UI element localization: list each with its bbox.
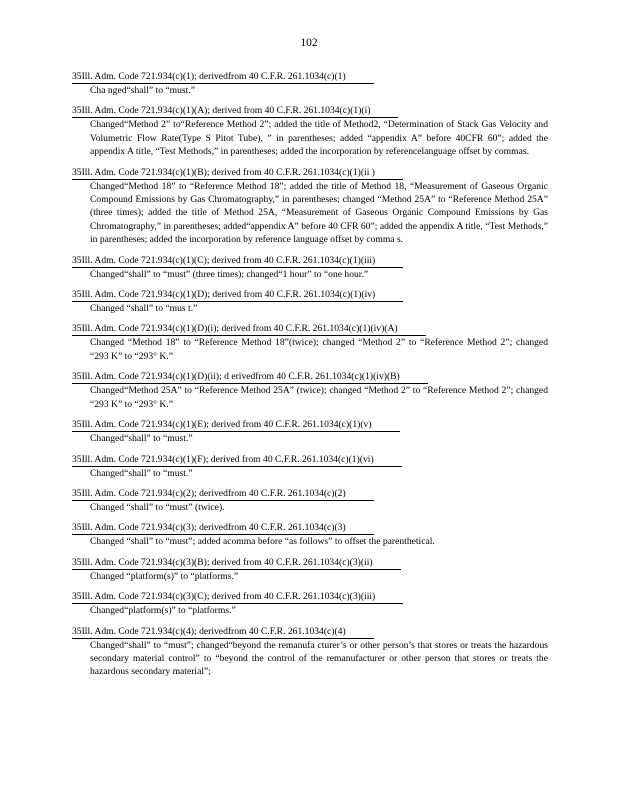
amendment-entry <box>72 556 548 583</box>
amendment-entry <box>72 521 548 548</box>
change-note: Changed “platform(s)” to “platforms.” <box>90 570 239 582</box>
change-note: Changed “shall” to “must” (twice). <box>90 501 225 513</box>
amendment-entry <box>72 254 548 281</box>
amendment-entry <box>72 453 548 480</box>
page-number: 102 <box>300 37 318 49</box>
citation-line: 35Ill. Adm. Code 721.934(c)(1)(F); derived from 40 C.F.R. 261.1034(c)(1)(vi) <box>72 454 402 467</box>
change-note: Changed“Method 2” to“Reference Method 2”; added the title of Method2, “Determination of Stack Gas Velocity and Volumetric Flow Rate(Type S Pitot Tube), ” in parentheses; added “appendix A” before 40CFR 60”; added the appendix A title, “Test Methods,” in parentheses; added the incorporation by referencelanguage offset by commas. <box>90 119 551 158</box>
change-note: Changed“shall” to “must” (three times); changed“1 hour” to “one hour.” <box>90 268 369 280</box>
change-note: Changed“shall” to “must.” <box>90 433 193 445</box>
citation-line: 35Ill. Adm. Code 721.934(c)(1); derivedfrom 40 C.F.R. 261.1034(c)(1) <box>72 71 374 84</box>
citation-line: 35Ill. Adm. Code 721.934(c)(1)(C); derived from 40 C.F.R. 261.1034(c)(1)(iii) <box>72 255 403 268</box>
change-note: Changed “shall” to “must”; added acomma before “as follows” to offset the parenthetical. <box>90 536 435 548</box>
amendment-entry <box>72 166 551 247</box>
change-note: Changed“platform(s)” to “platforms.” <box>90 605 236 617</box>
change-note: Cha nged“shall” to “must.” <box>90 85 195 96</box>
amendment-entry <box>72 418 548 445</box>
citation-line: 35Ill. Adm. Code 721.934(c)(3); derivedfrom 40 C.F.R. 261.1034(c)(3) <box>72 522 374 535</box>
amendment-notes <box>72 70 551 686</box>
citation-line: 35Ill. Adm. Code 721.934(c)(1)(E); derived from 40 C.F.R. 261.1034(c)(1)(v) <box>72 419 400 432</box>
citation-line: 35Ill. Adm. Code 721.934(c)(1)(A); derived from 40 C.F.R. 261.1034(c)(1)(i) <box>72 105 398 118</box>
citation-line: 35Ill. Adm. Code 721.934(c)(1)(B); derived from 40 C.F.R. 261.1034(c)(1)(ii ) <box>72 167 403 180</box>
change-note: Changed“shall” to “must”; changed“beyond the remanufa cturer’s or other person’s that stores or treats the hazardous secondary material control” to “beyond the control of the remanufacturer or other person that stores or treats the hazardous secondary material”; <box>90 639 551 678</box>
citation-line: 35Ill. Adm. Code 721.934(c)(3)(C); derived from 40 C.F.R. 261.1034(c)(3)(iii) <box>72 591 403 604</box>
citation-line: 35Ill. Adm. Code 721.934(c)(2); derivedfrom 40 C.F.R. 261.1034(c)(2) <box>72 488 374 501</box>
citation-line: 35Ill. Adm. Code 721.934(c)(1)(D)(i); derived from 40 C.F.R. 261.1034(c)(1)(iv)(A) <box>72 323 426 336</box>
amendment-entry <box>72 487 548 514</box>
citation-line: 35Ill. Adm. Code 721.934(c)(3)(B); derived from 40 C.F.R. 261.1034(c)(3)(ii) <box>72 557 401 570</box>
amendment-entry <box>72 322 551 363</box>
change-note: Changed “Method 18” to “Reference Method 18”(twice); changed “Method 2” to “Reference Method 2”; changed “293 K” to “293° K.” <box>90 337 551 362</box>
amendment-entry <box>72 288 548 315</box>
amendment-entry <box>72 70 548 97</box>
change-note: Changed “shall” to “mus t.” <box>90 303 198 315</box>
amendment-entry <box>72 370 551 411</box>
change-note: Changed“Method 25A” to “Reference Method 25A” (twice); changed “Method 2” to “Reference Method 2”; changed “293 K” to “293° K.” <box>90 385 551 410</box>
amendment-entry <box>72 625 551 679</box>
change-note: Changed“Method 18” to “Reference Method 18”; added the title of Method 18, “Measurement of Gaseous Organic Compound Emissions by Gas Chromatography,” in parentheses; changed “Method 25A” to “Reference Method 25A” (three times); added the title of Method 25A, “Measurement of Gaseous Organic Compound Emissions by Gas Chromatography,” in parentheses; added“appendix A” before 40 CFR 60”; added the appendix A title, “Test Methods,” in parentheses; added the incorporation by reference language offset by comma s. <box>90 180 551 246</box>
citation-line: 35Ill. Adm. Code 721.934(c)(4); derivedfrom 40 C.F.R. 261.1034(c)(4) <box>72 626 374 639</box>
citation-line: 35Ill. Adm. Code 721.934(c)(1)(D); derived from 40 C.F.R. 261.1034(c)(1)(iv) <box>72 289 403 302</box>
change-note: Changed“shall” to “must.” <box>90 467 193 479</box>
amendment-entry <box>72 590 548 617</box>
citation-line: 35Ill. Adm. Code 721.934(c)(1)(D)(ii); d erivedfrom 40 C.F.R. 261.1034(c)(1)(iv)(B) <box>72 371 428 384</box>
amendment-entry <box>72 104 551 158</box>
